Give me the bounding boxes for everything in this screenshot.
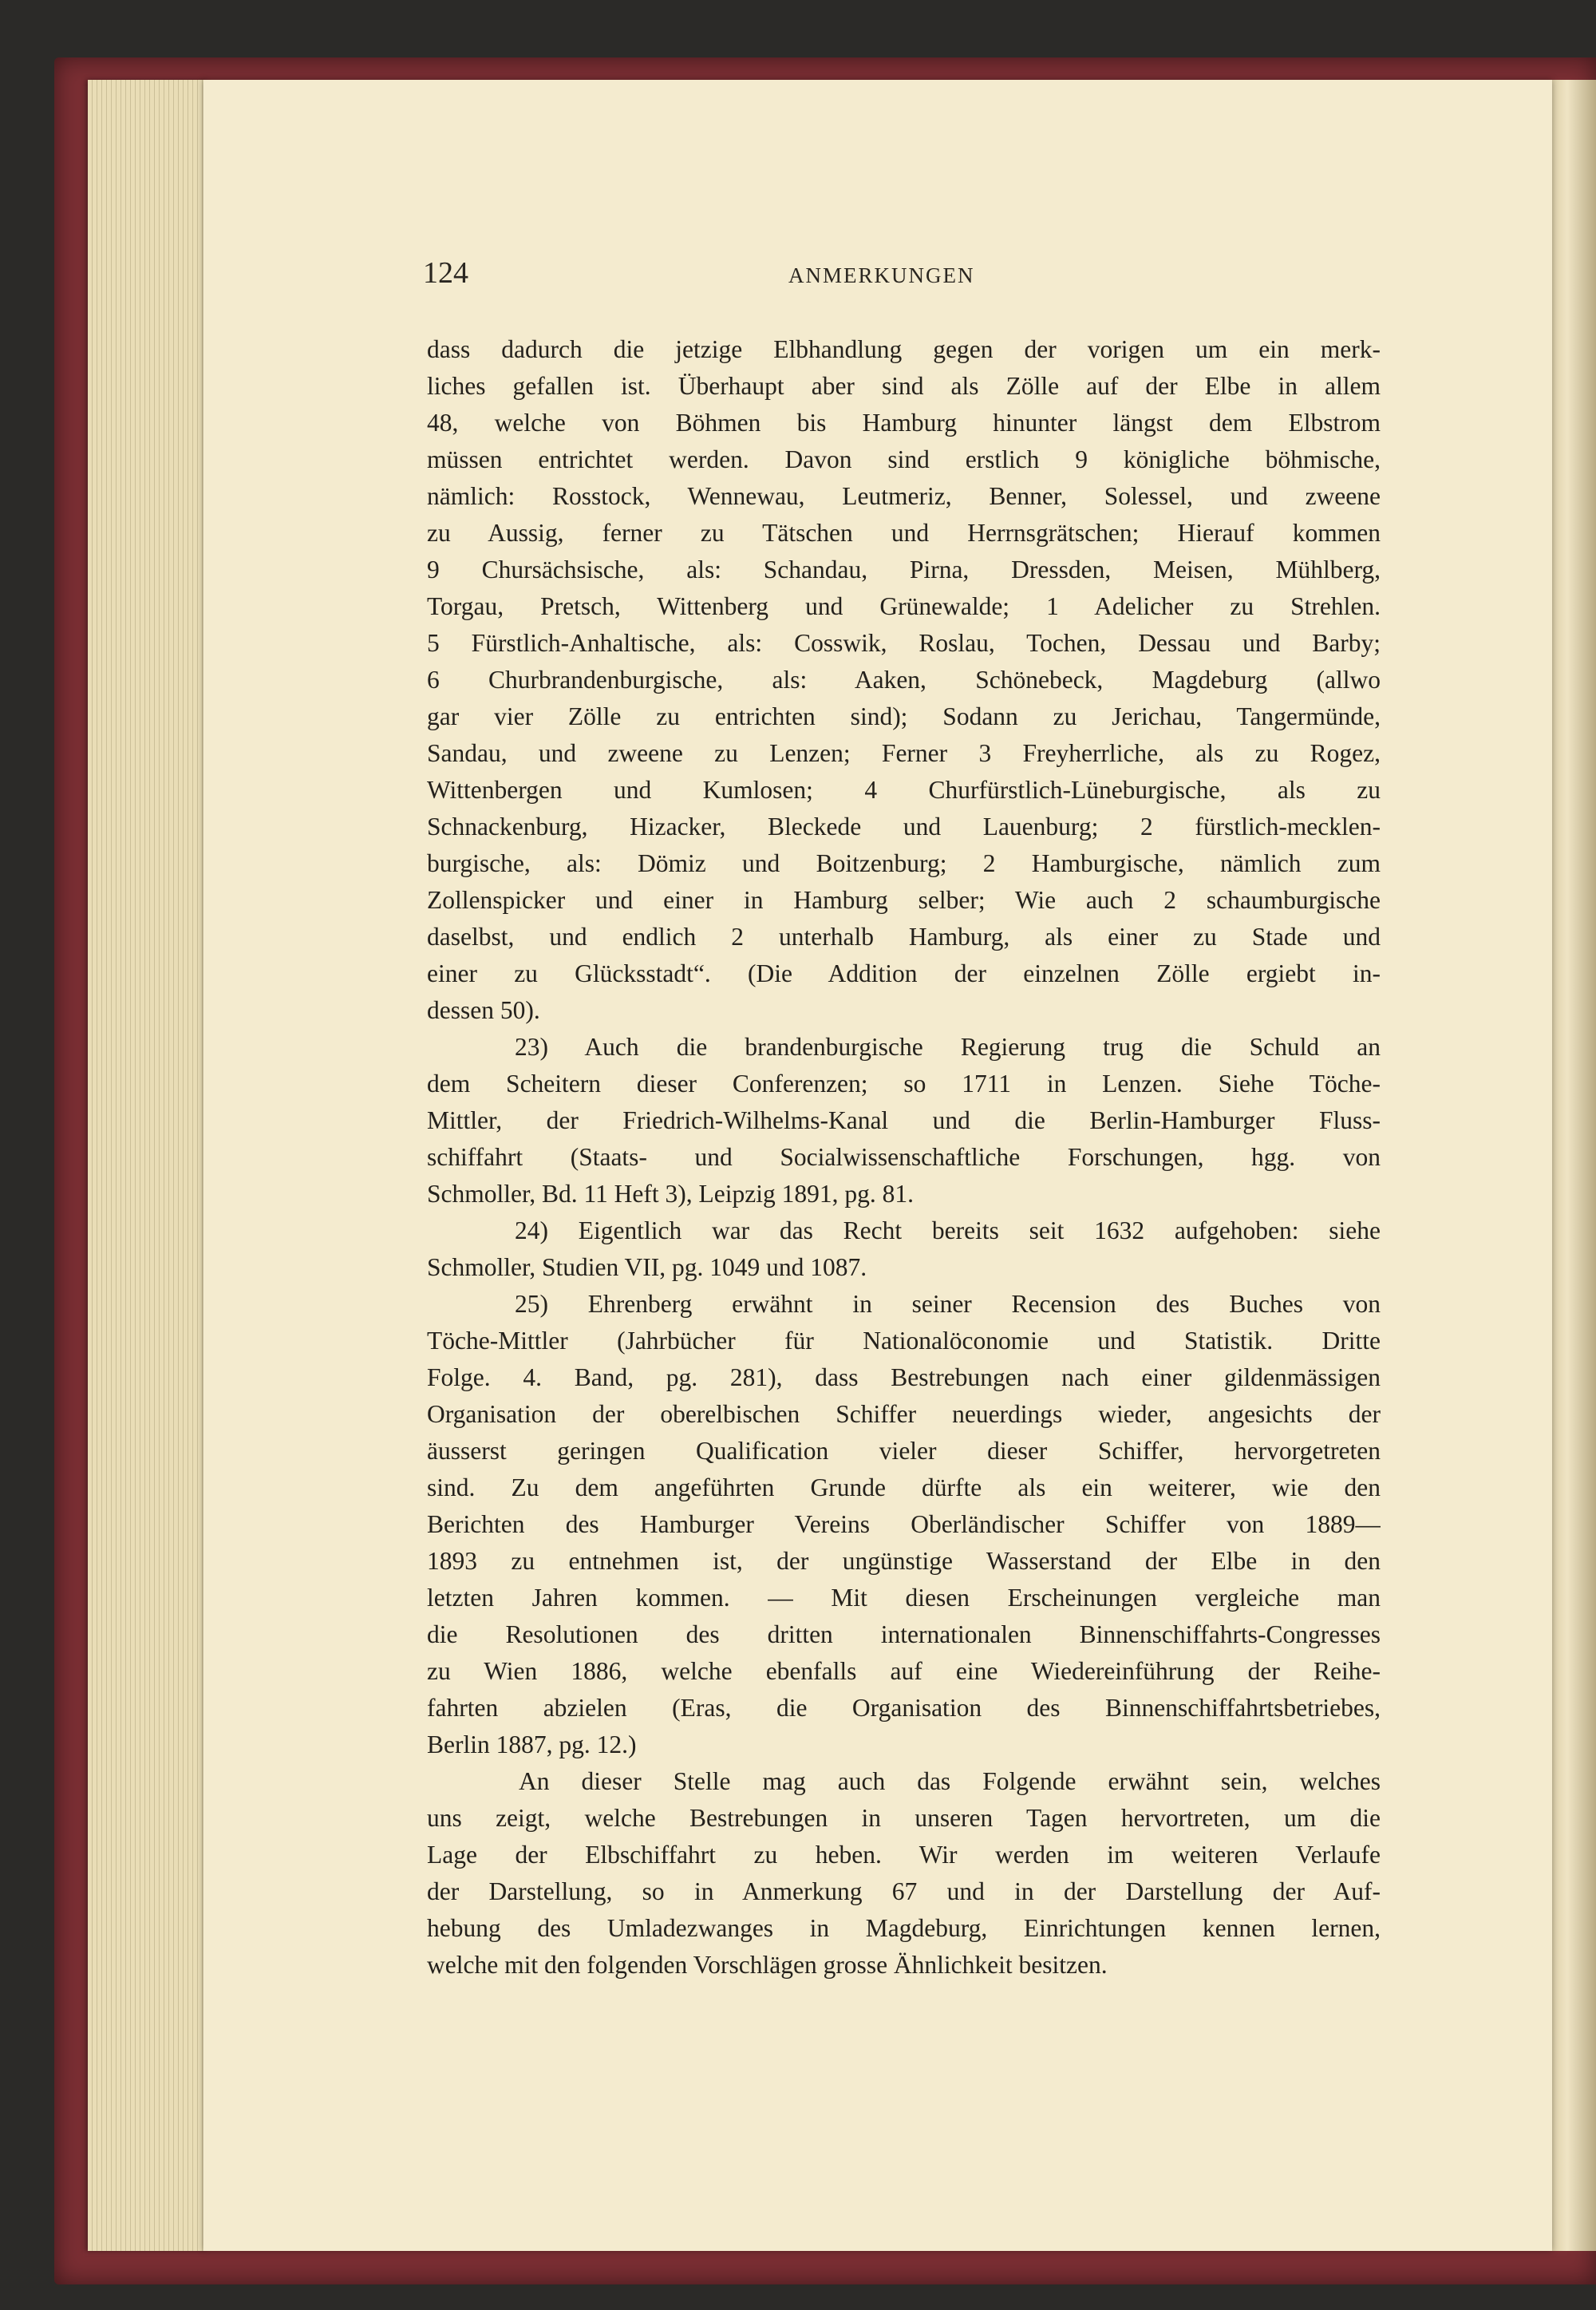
running-title: ANMERKUNGEN: [788, 263, 975, 287]
text-line: Zollenspicker und einer in Hamburg selber; Wie auch 2 schaumburgische: [427, 886, 1381, 914]
text-line: 1893 zu entnehmen ist, der ungünstige Wasserstand der Elbe in den: [427, 1547, 1381, 1575]
text-line: äusserst geringen Qualification vieler dieser Schiffer, hervorgetreten: [427, 1437, 1381, 1465]
text-line: dem Scheitern dieser Conferenzen; so 1711 in Lenzen. Siehe Töche-: [427, 1070, 1381, 1098]
text-line: Berichten des Hamburger Vereins Oberländischer Schiffer von 1889—: [427, 1510, 1381, 1538]
text-line: gar vier Zölle zu entrichten sind); Sodann zu Jerichau, Tangermünde,: [427, 702, 1381, 730]
text-line: uns zeigt, welche Bestrebungen in unseren Tagen hervortreten, um die: [427, 1804, 1381, 1832]
text-line: Schnackenburg, Hizacker, Bleckede und Lauenburg; 2 fürstlich-mecklen-: [427, 813, 1381, 841]
text-line: Wittenbergen und Kumlosen; 4 Churfürstlich-Lüneburgische, als zu: [427, 776, 1381, 804]
text-line: welche mit den folgenden Vorschlägen grosse Ähnlichkeit besitzen.: [427, 1951, 1108, 1979]
footnote-25-start: 25) Ehrenberg erwähnt in seiner Recension des Buches von: [515, 1290, 1381, 1318]
text-line: die Resolutionen des dritten internationalen Binnenschiffahrts-Congresses: [427, 1620, 1381, 1648]
text-line: schiffahrt (Staats- und Socialwissenschaftliche Forschungen, hgg. von: [427, 1143, 1381, 1171]
footnote-23-start: 23) Auch die brandenburgische Regierung trug die Schuld an: [515, 1033, 1381, 1061]
text-line: 48, welche von Böhmen bis Hamburg hinunter längst dem Elbstrom: [427, 409, 1381, 437]
text-line: Organisation der oberelbischen Schiffer neuerdings wieder, angesichts der: [427, 1400, 1381, 1428]
text-line: Töche-Mittler (Jahrbücher für Nationalöconomie und Statistik. Dritte: [427, 1327, 1381, 1355]
text-line: zu Wien 1886, welche ebenfalls auf eine Wiedereinführung der Reihe-: [427, 1657, 1381, 1685]
text-line: dessen 50).: [427, 996, 540, 1024]
text-line: 5 Fürstlich-Anhaltische, als: Cosswik, Roslau, Tochen, Dessau und Barby;: [427, 629, 1381, 657]
text-line: Sandau, und zweene zu Lenzen; Ferner 3 Freyherrliche, als zu Rogez,: [427, 739, 1381, 767]
text-line: burgische, als: Dömiz und Boitzenburg; 2 Hamburgische, nämlich zum: [427, 849, 1381, 877]
page-number: 124: [423, 256, 468, 290]
running-head: [423, 255, 1396, 295]
text-line: Folge. 4. Band, pg. 281), dass Bestrebungen nach einer gildenmässigen: [427, 1363, 1381, 1391]
text-line: Torgau, Pretsch, Wittenberg und Grünewalde; 1 Adelicher zu Strehlen.: [427, 592, 1381, 620]
text-line: hebung des Umladezwanges in Magdeburg, Einrichtungen kennen lernen,: [427, 1914, 1381, 1942]
text-line: fahrten abzielen (Eras, die Organisation des Binnenschiffahrtsbetriebes,: [427, 1694, 1381, 1722]
text-line: Schmoller, Bd. 11 Heft 3), Leipzig 1891, pg. 81.: [427, 1180, 914, 1208]
text-line: nämlich: Rosstock, Wennewau, Leutmeriz, Benner, Solessel, und zweene: [427, 482, 1381, 510]
text-line: Berlin 1887, pg. 12.): [427, 1731, 637, 1758]
text-line: zu Aussig, ferner zu Tätschen und Herrnsgrätschen; Hierauf kommen: [427, 519, 1381, 547]
text-line: daselbst, und endlich 2 unterhalb Hamburg, als einer zu Stade und: [427, 923, 1381, 951]
body-text: [427, 331, 1381, 1984]
text-line: Mittler, der Friedrich-Wilhelms-Kanal und die Berlin-Hamburger Fluss-: [427, 1106, 1381, 1134]
text-line: müssen entrichtet werden. Davon sind erstlich 9 königliche böhmische,: [427, 445, 1381, 473]
text-line: Schmoller, Studien VII, pg. 1049 und 1087.: [427, 1253, 867, 1281]
paragraph-start: An dieser Stelle mag auch das Folgende erwähnt sein, welches: [519, 1767, 1381, 1795]
text-line: liches gefallen ist. Überhaupt aber sind als Zölle auf der Elbe in allem: [427, 372, 1381, 400]
text-line: dass dadurch die jetzige Elbhandlung gegen der vorigen um ein merk-: [427, 335, 1381, 363]
footnote-24-start: 24) Eigentlich war das Recht bereits seit 1632 aufgehoben: siehe: [515, 1216, 1381, 1244]
text-line: 6 Churbrandenburgische, als: Aaken, Schönebeck, Magdeburg (allwo: [427, 666, 1381, 694]
text-line: einer zu Glücksstadt“. (Die Addition der einzelnen Zölle ergiebt in-: [427, 959, 1381, 987]
page-edges: [88, 80, 207, 2251]
text-line: sind. Zu dem angeführten Grunde dürfte als ein weiterer, wie den: [427, 1473, 1381, 1501]
text-line: letzten Jahren kommen. — Mit diesen Erscheinungen vergleiche man: [427, 1584, 1381, 1612]
text-line: der Darstellung, so in Anmerkung 67 und in der Darstellung der Auf-: [427, 1877, 1381, 1905]
text-line: 9 Chursächsische, als: Schandau, Pirna, Dressden, Meisen, Mühlberg,: [427, 556, 1381, 583]
text-line: Lage der Elbschiffahrt zu heben. Wir werden im weiteren Verlaufe: [427, 1841, 1381, 1869]
book-gutter: [1548, 80, 1596, 2251]
